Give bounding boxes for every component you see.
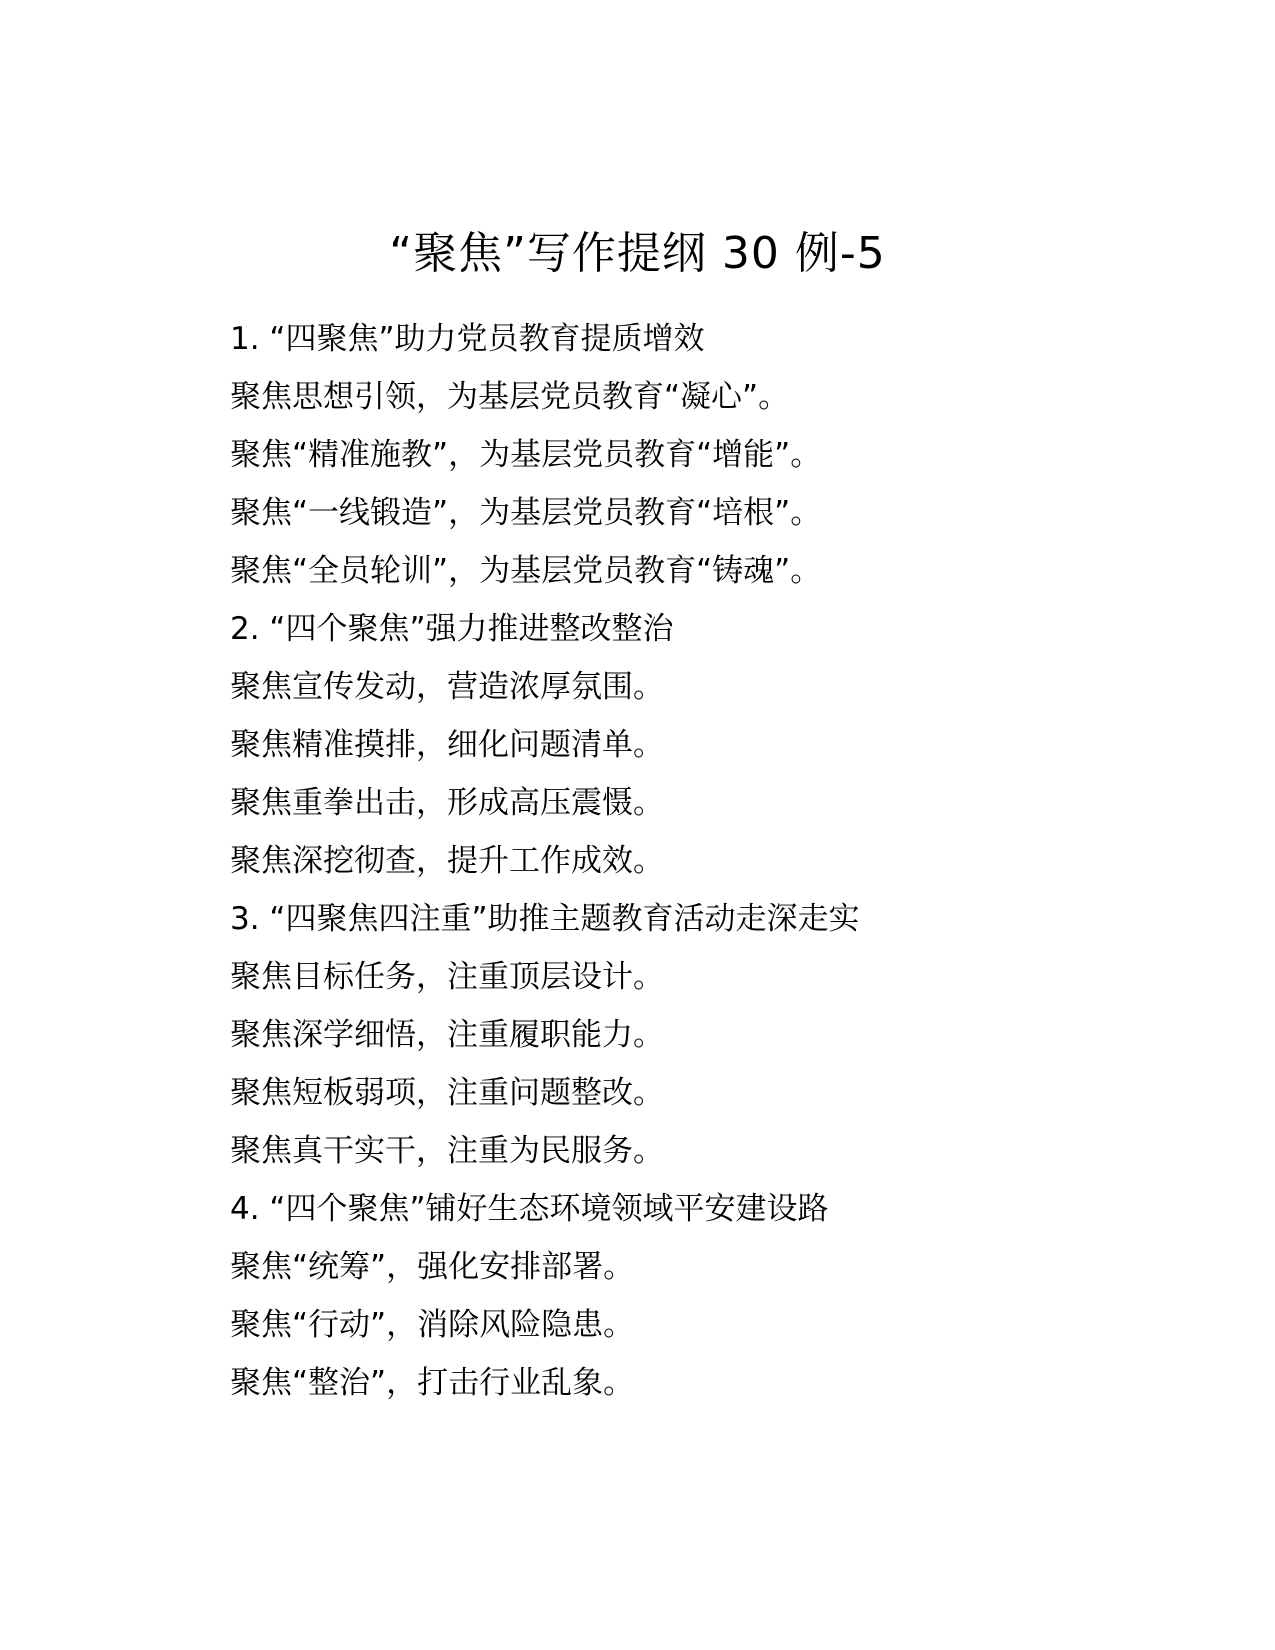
body-line: 聚焦目标任务，注重顶层设计。: [230, 959, 664, 995]
body-line: 聚焦“精准施教”，为基层党员教育“增能”。: [230, 437, 822, 473]
body-line: 聚焦宣传发动，营造浓厚氛围。: [230, 669, 664, 705]
body-line: 聚焦精准摸排，细化问题清单。: [230, 727, 664, 763]
section-heading-2: 2. “四个聚焦”强力推进整改整治: [230, 611, 674, 647]
body-line: 聚焦“全员轮训”，为基层党员教育“铸魂”。: [230, 553, 822, 589]
section-heading-1: 1. “四聚焦”助力党员教育提质增效: [230, 321, 705, 357]
document-body: [230, 310, 1190, 1412]
body-line: 聚焦“一线锻造”，为基层党员教育“培根”。: [230, 495, 822, 531]
body-line: 聚焦真干实干，注重为民服务。: [230, 1133, 664, 1169]
body-line: 聚焦深挖彻查，提升工作成效。: [230, 843, 664, 879]
body-line: 聚焦短板弱项，注重问题整改。: [230, 1075, 664, 1111]
body-line: 聚焦“统筹”，强化安排部署。: [230, 1249, 635, 1285]
body-line: 聚焦“行动”，消除风险隐患。: [230, 1307, 635, 1343]
section-heading-4: 4. “四个聚焦”铺好生态环境领域平安建设路: [230, 1191, 829, 1227]
body-line: 聚焦重拳出击，形成高压震慑。: [230, 785, 664, 821]
body-line: 聚焦思想引领，为基层党员教育“凝心”。: [230, 379, 790, 415]
body-line: 聚焦深学细悟，注重履职能力。: [230, 1017, 664, 1053]
document-title: “聚焦”写作提纲 30 例-5: [389, 228, 886, 279]
section-heading-3: 3. “四聚焦四注重”助推主题教育活动走深走实: [230, 901, 860, 937]
body-line: 聚焦“整治”，打击行业乱象。: [230, 1365, 635, 1401]
